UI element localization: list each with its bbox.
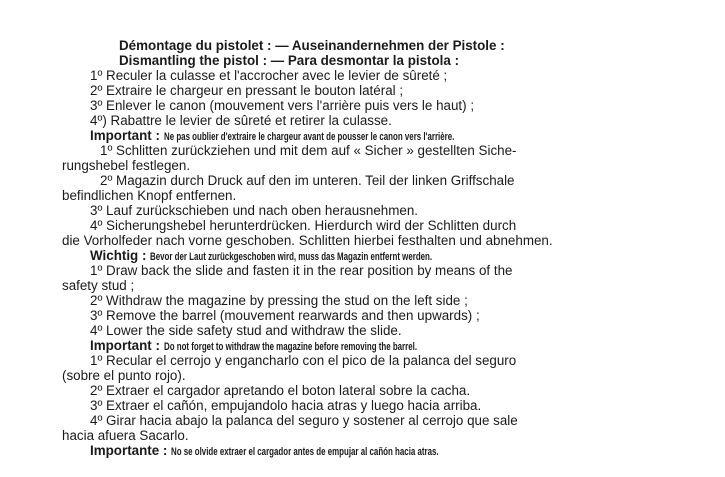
de-step-4b: die Vorholfeder nach vorne geschoben. Schlitten hierbei festhalten und abnehmen. xyxy=(62,233,553,248)
de-step-4a: 4º Sicherungshebel herunterdrücken. Hierdurch wird der Schlitten durch xyxy=(90,218,517,233)
fr-important-label: Important : xyxy=(90,128,160,143)
es-step-1b: (sobre el punto rojo). xyxy=(62,368,186,383)
fr-step-1: 1º Reculer la culasse et l'accrocher avec le levier de sûreté ; xyxy=(90,68,448,83)
fr-step-2: 2º Extraire le chargeur en pressant le bouton latéral ; xyxy=(90,83,404,98)
es-importante-label: Importante : xyxy=(90,443,168,458)
es-step-4b: hacia afuera Sacarlo. xyxy=(62,428,189,443)
en-step-4: 4º Lower the side safety stud and withdraw the slide. xyxy=(90,323,402,338)
en-step-1a: 1º Draw back the slide and fasten it in the rear position by means of the xyxy=(90,263,513,278)
en-step-2: 2º Withdraw the magazine by pressing the stud on the left side ; xyxy=(90,293,468,308)
de-step-1b: rungshebel festlegen. xyxy=(62,158,191,173)
title-line-2: Dismantling the pistol : — Para desmontar la pistola : xyxy=(119,53,460,68)
en-important-text: Do not forget to withdraw the magazine before removing the barrel. xyxy=(163,341,417,353)
de-wichtig-text: Bevor der Laut zurückgeschoben wird, muss das Magazin entfernt werden. xyxy=(150,251,433,263)
de-step-1a: 1º Schlitten zurückziehen und mit dem auf « Sicher » gestellten Siche- xyxy=(100,143,517,158)
en-important-label: Important : xyxy=(90,338,160,353)
fr-step-3: 3º Enlever le canon (mouvement vers l'arrière puis vers le haut) ; xyxy=(90,98,475,113)
title-line-1: Démontage du pistolet : — Auseinandernehmen der Pistole : xyxy=(119,38,505,53)
fr-step-4: 4º) Rabattre le levier de sûreté et retirer la culasse. xyxy=(90,113,392,128)
es-step-2: 2º Extraer el cargador apretando el boton lateral sobre la cacha. xyxy=(90,383,471,398)
de-wichtig-label: Wichtig : xyxy=(90,248,147,263)
es-step-1a: 1º Recular el cerrojo y engancharlo con el pico de la palanca del seguro xyxy=(90,353,517,368)
de-step-2a: 2º Magazin durch Druck auf den im unteren. Teil der linken Griffschale xyxy=(100,173,515,188)
es-step-3: 3º Extraer el cañón, empujandolo hacia atras y luego hacia arriba. xyxy=(90,398,482,413)
en-step-1b: safety stud ; xyxy=(62,278,135,293)
en-step-3: 3º Remove the barrel (mouvement rearwards and then upwards) ; xyxy=(90,308,480,323)
es-importante-note xyxy=(90,443,543,460)
de-step-2b: befindlichen Knopf entfernen. xyxy=(62,188,237,203)
es-importante-text: No se olvide extraer el cargador antes de empujar al cañón hacia atras. xyxy=(171,446,439,458)
de-step-3: 3º Lauf zurückschieben und nach oben herausnehmen. xyxy=(90,203,418,218)
fr-important-text: Ne pas oublier d'extraire le chargeur avant de pousser le canon vers l'arrière. xyxy=(163,131,454,143)
es-step-4a: 4º Girar hacia abajo la palanca del seguro y sostener al cerrojo que sale xyxy=(90,413,518,428)
